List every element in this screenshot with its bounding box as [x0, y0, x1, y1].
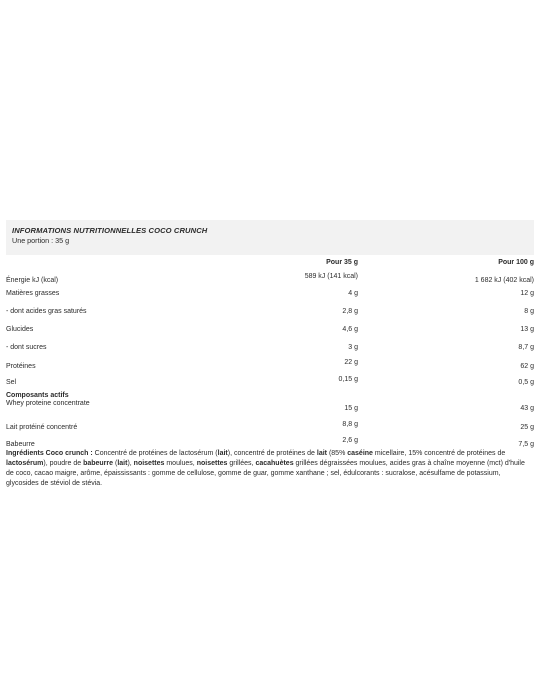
row-label: - dont sucres [6, 344, 47, 351]
ingredient-bold-text: noisettes [133, 460, 165, 467]
row-value-100g: 43 g [520, 405, 534, 412]
ingredient-bold-text: lait [217, 450, 228, 457]
ingredient-text: ), poudre de [43, 460, 84, 467]
ingredient-bold-text: lait [117, 460, 128, 467]
row-label: Whey proteine concentrate [6, 400, 90, 407]
table-row [6, 287, 534, 303]
row-value-100g: 25 g [520, 424, 534, 431]
row-value-100g: 0,5 g [518, 379, 534, 386]
row-value-35g: 2,6 g [342, 437, 358, 444]
table-row [6, 431, 534, 448]
table-row [6, 371, 534, 387]
row-value-100g: 7,5 g [518, 441, 534, 448]
table-row [6, 399, 534, 415]
row-value-100g: 8,7 g [518, 344, 534, 351]
ingredient-bold-text: cacahuètes [255, 460, 294, 467]
ingredient-text: moulues, [164, 460, 197, 467]
nutrition-table [6, 255, 534, 448]
table-row [6, 415, 534, 431]
row-label: Matières grasses [6, 290, 60, 297]
header-nutrient [6, 255, 206, 271]
ingredient-text: (85% [327, 450, 348, 457]
ingredient-text: grillées, [227, 460, 256, 467]
row-value-35g: 15 g [344, 405, 358, 412]
row-label: Sel [6, 379, 17, 386]
ingredients-text [6, 449, 534, 489]
row-value-35g: 4 g [348, 290, 358, 297]
ingredient-text: ), concentré de protéines de [227, 450, 317, 457]
ingredient-bold-text: noisettes [196, 460, 228, 467]
header-per-100g: Pour 100 g [498, 259, 534, 266]
row-label: Énergie kJ (kcal) [6, 277, 59, 284]
row-value-35g: 0,15 g [338, 376, 358, 383]
table-row [6, 271, 534, 287]
ingredient-text: micellaire, 15% concentré de protéines de [372, 450, 506, 457]
row-value-100g: 62 g [520, 363, 534, 370]
row-label: Glucides [6, 326, 34, 333]
row-value-35g: 22 g [344, 359, 358, 366]
nutrition-title: INFORMATIONS NUTRITIONNELLES COCO CRUNCH [12, 226, 208, 235]
section-row [6, 387, 534, 399]
ingredient-bold-text: lactosérum [6, 460, 44, 467]
ingredient-text: grillées dégraissées moulues, acides gras à chaîne moyenne (mct) d'huile de coco, cacao maigre, arôme, épaississants : gomme de cellulose, gomme de guar, gomme xanthane ; sel, édulcorants : sucralose, acésulfame de potassium, glycosides de stéviol de stévia. [6, 460, 525, 487]
row-label: Lait protéiné concentré [6, 424, 78, 431]
row-label: Protéines [6, 363, 36, 370]
row-value-35g: 3 g [348, 344, 358, 351]
row-value-100g: 12 g [520, 290, 534, 297]
table-row [6, 303, 534, 319]
row-value-35g: 2,8 g [342, 308, 358, 315]
ingredient-bold-text: babeurre [83, 460, 114, 467]
ingredient-text: ( [113, 460, 118, 467]
row-value-100g: 1 682 kJ (402 kcal) [474, 277, 534, 284]
table-row [6, 351, 534, 371]
row-value-35g: 4,6 g [342, 326, 358, 333]
row-value-100g: 13 g [520, 326, 534, 333]
table-row [6, 335, 534, 351]
nutrition-header [6, 220, 534, 255]
ingredient-bold-text: lait [316, 450, 328, 457]
header-per-35g: Pour 35 g [326, 259, 358, 266]
row-value-35g: 589 kJ (141 kcal) [304, 273, 358, 280]
section-title-active-components: Composants actifs [6, 392, 69, 399]
nutrition-panel [6, 220, 534, 489]
portion-size: Une portion : 35 g [12, 236, 70, 245]
row-value-35g: 8,8 g [342, 421, 358, 428]
row-value-100g: 8 g [524, 308, 534, 315]
row-label: Babeurre [6, 441, 35, 448]
ingredient-bold-text: caséine [347, 450, 373, 457]
table-row [6, 319, 534, 335]
ingredient-text: Concentré de protéines de lactosérum ( [92, 450, 218, 457]
row-label: - dont acides gras saturés [6, 308, 87, 315]
ingredient-text: ), [127, 460, 134, 467]
ingredient-bold-text: Ingrédients Coco crunch : [6, 450, 93, 457]
